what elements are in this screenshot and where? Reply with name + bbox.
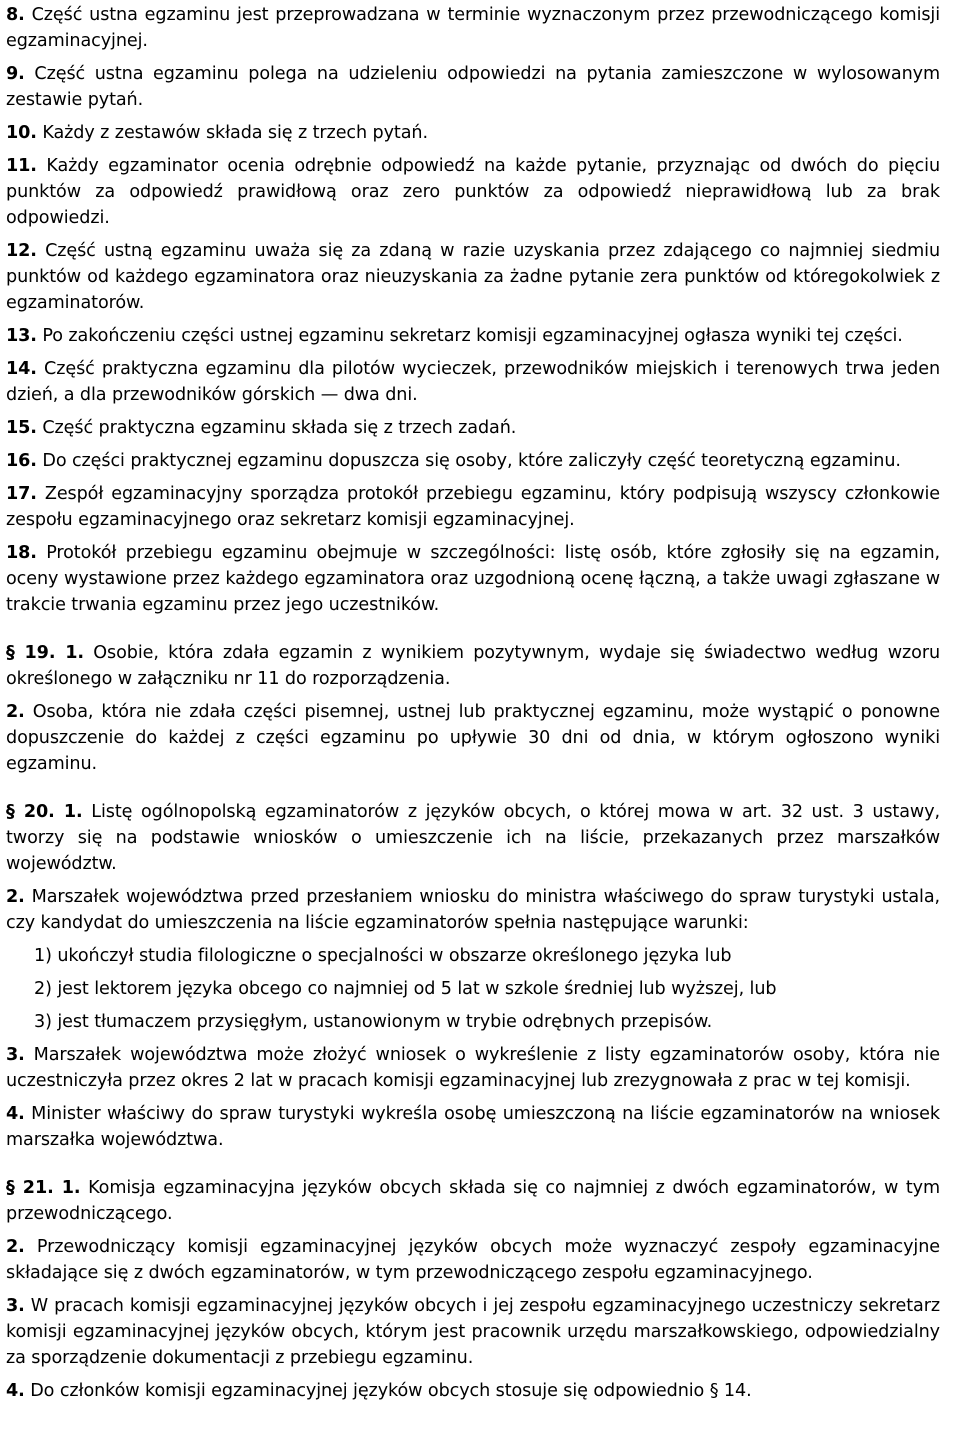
- list-item: 1) ukończył studia filologiczne o specjalności w obszarze określonego języka lub: [34, 946, 732, 966]
- paragraph-text: Do członków komisji egzaminacyjnej języków obcych stosuje się odpowiednio § 14.: [24, 1381, 752, 1401]
- paragraph-18: [6, 540, 940, 618]
- section-number: § 21. 1.: [6, 1178, 81, 1198]
- list-item: 2) jest lektorem języka obcego co najmniej od 5 lat w szkole średniej lub wyższej, lub: [34, 979, 777, 999]
- paragraph-15: [6, 415, 940, 441]
- section-number: § 19. 1.: [6, 643, 84, 663]
- paragraph-number: 2.: [6, 702, 25, 722]
- paragraph-text: Każdy egzaminator ocenia odrębnie odpowiedź na każde pytanie, przyznając od dwóch do pięciu punktów za odpowiedź prawidłową oraz zero punktów za odpowiedź nieprawidłową lub za brak odpowiedzi.: [6, 156, 940, 228]
- paragraph-number: 8.: [6, 5, 25, 25]
- paragraph-number: 10.: [6, 123, 37, 143]
- paragraph-text: Osobie, która zdała egzamin z wynikiem pozytywnym, wydaje się świadectwo według wzoru określonego w załączniku nr 11 do rozporządzenia.: [6, 643, 940, 689]
- section-21-paragraph-2: [6, 1234, 940, 1286]
- paragraph-text: Część ustną egzaminu uważa się za zdaną w razie uzyskania przez zdającego co najmniej siedmiu punktów od każdego egzaminatora oraz nieuzyskania za żadne pytanie zera punktów od któregokolwiek z egzaminatorów.: [6, 241, 940, 313]
- paragraph-12: [6, 238, 940, 316]
- paragraph-text: Komisja egzaminacyjna języków obcych składa się co najmniej z dwóch egzaminatorów, w tym przewodniczącego.: [6, 1178, 941, 1224]
- paragraph-text: Marszałek województwa może złożyć wniosek o wykreślenie z listy egzaminatorów osoby, która nie uczestniczyła przez okres 2 lat w pracach komisji egzaminacyjnej lub zrezygnowała z prac w tej komisji.: [6, 1045, 940, 1091]
- section-21-paragraph-1: [6, 1175, 940, 1227]
- paragraph-text: Przewodniczący komisji egzaminacyjnej języków obcych może wyznaczyć zespoły egzaminacyjne składające się z dwóch egzaminatorów, w tym przewodniczącego zespołu egzaminacyjnego.: [6, 1237, 940, 1283]
- paragraph-number: 3.: [6, 1296, 25, 1316]
- paragraph-number: 18.: [6, 543, 37, 563]
- section-19-paragraph-1: [6, 640, 940, 692]
- paragraph-text: Część praktyczna egzaminu składa się z trzech zadań.: [36, 418, 517, 438]
- paragraph-number: 9.: [6, 64, 25, 84]
- paragraph-text: Minister właściwy do spraw turystyki wykreśla osobę umieszczoną na liście egzaminatorów na wniosek marszałka województwa.: [6, 1104, 940, 1150]
- paragraph-text: Po zakończeniu części ustnej egzaminu sekretarz komisji egzaminacyjnej ogłasza wyniki tej części.: [36, 326, 903, 346]
- paragraph-text: Do części praktycznej egzaminu dopuszcza się osoby, które zaliczyły część teoretyczną egzaminu.: [36, 451, 901, 471]
- paragraph-number: 14.: [6, 359, 37, 379]
- paragraph-13: [6, 323, 940, 349]
- paragraph-text: Osoba, która nie zdała części pisemnej, ustnej lub praktycznej egzaminu, może wystąpić o ponowne dopuszczenie do każdej z części egzaminu po upływie 30 dni od dnia, w którym ogłoszono wyniki egzaminu.: [6, 702, 940, 774]
- section-20-paragraph-4: [6, 1101, 940, 1153]
- paragraph-text: Zespół egzaminacyjny sporządza protokół przebiegu egzaminu, który podpisują wszyscy członkowie zespołu egzaminacyjnego oraz sekretarz komisji egzaminacyjnej.: [6, 484, 940, 530]
- paragraph-text: W pracach komisji egzaminacyjnej języków obcych i jej zespołu egzaminacyjnego uczestniczy sekretarz komisji egzaminacyjnej języków obcych, którym jest pracownik urzędu marszałkowskiego, odpowiedzialny za sporządzenie dokumentacji z przebiegu egzaminu.: [6, 1296, 940, 1368]
- paragraph-9: [6, 61, 940, 113]
- paragraph-number: 2.: [6, 887, 25, 907]
- paragraph-number: 15.: [6, 418, 37, 438]
- paragraph-number: 3.: [6, 1045, 25, 1065]
- paragraph-number: 2.: [6, 1237, 25, 1257]
- paragraph-number: 12.: [6, 241, 37, 261]
- paragraph-number: 4.: [6, 1381, 25, 1401]
- paragraph-14: [6, 356, 940, 408]
- paragraph-8: [6, 2, 940, 54]
- paragraph-number: 17.: [6, 484, 37, 504]
- paragraph-text: Listę ogólnopolską egzaminatorów z języków obcych, o której mowa w art. 32 ust. 3 ustawy, tworzy się na podstawie wniosków o umieszczenie ich na liście, przekazanych przez marszałków województw.: [6, 802, 941, 874]
- section-20-paragraph-3: [6, 1042, 940, 1094]
- paragraph-16: [6, 448, 940, 474]
- section-21-paragraph-3: [6, 1293, 940, 1371]
- list-item: 3) jest tłumaczem przysięgłym, ustanowionym w trybie odrębnych przepisów.: [34, 1012, 713, 1032]
- section-21-paragraph-4: [6, 1378, 940, 1404]
- paragraph-text: Każdy z zestawów składa się z trzech pytań.: [36, 123, 428, 143]
- paragraph-text: Część ustna egzaminu polega na udzieleniu odpowiedzi na pytania zamieszczone w wylosowanym zestawie pytań.: [6, 64, 940, 110]
- paragraph-text: Część praktyczna egzaminu dla pilotów wycieczek, przewodników miejskich i terenowych trwa jeden dzień, a dla przewodników górskich — dwa dni.: [6, 359, 940, 405]
- paragraph-17: [6, 481, 940, 533]
- paragraph-text: Protokół przebiegu egzaminu obejmuje w szczególności: listę osób, które zgłosiły się na egzamin, oceny wystawione przez każdego egzaminatora oraz uzgodnioną ocenę łączną, a także uwagi zgłaszane w trakcie trwania egzaminu przez jego uczestników.: [6, 543, 940, 615]
- section-20-paragraph-1: [6, 799, 940, 877]
- paragraph-text: Część ustna egzaminu jest przeprowadzana w terminie wyznaczonym przez przewodniczącego komisji egzaminacyjnej.: [6, 5, 940, 51]
- paragraph-number: 13.: [6, 326, 37, 346]
- paragraph-text: Marszałek województwa przed przesłaniem wniosku do ministra właściwego do spraw turystyki ustala, czy kandydat do umieszczenia na liście egzaminatorów spełnia następujące warunki:: [6, 887, 940, 933]
- paragraph-number: 16.: [6, 451, 37, 471]
- paragraph-11: [6, 153, 940, 231]
- paragraph-10: [6, 120, 940, 146]
- section-number: § 20. 1.: [6, 802, 83, 822]
- section-20-paragraph-2: [6, 884, 940, 936]
- paragraph-number: 11.: [6, 156, 37, 176]
- paragraph-number: 4.: [6, 1104, 25, 1124]
- section-19-paragraph-2: [6, 699, 940, 777]
